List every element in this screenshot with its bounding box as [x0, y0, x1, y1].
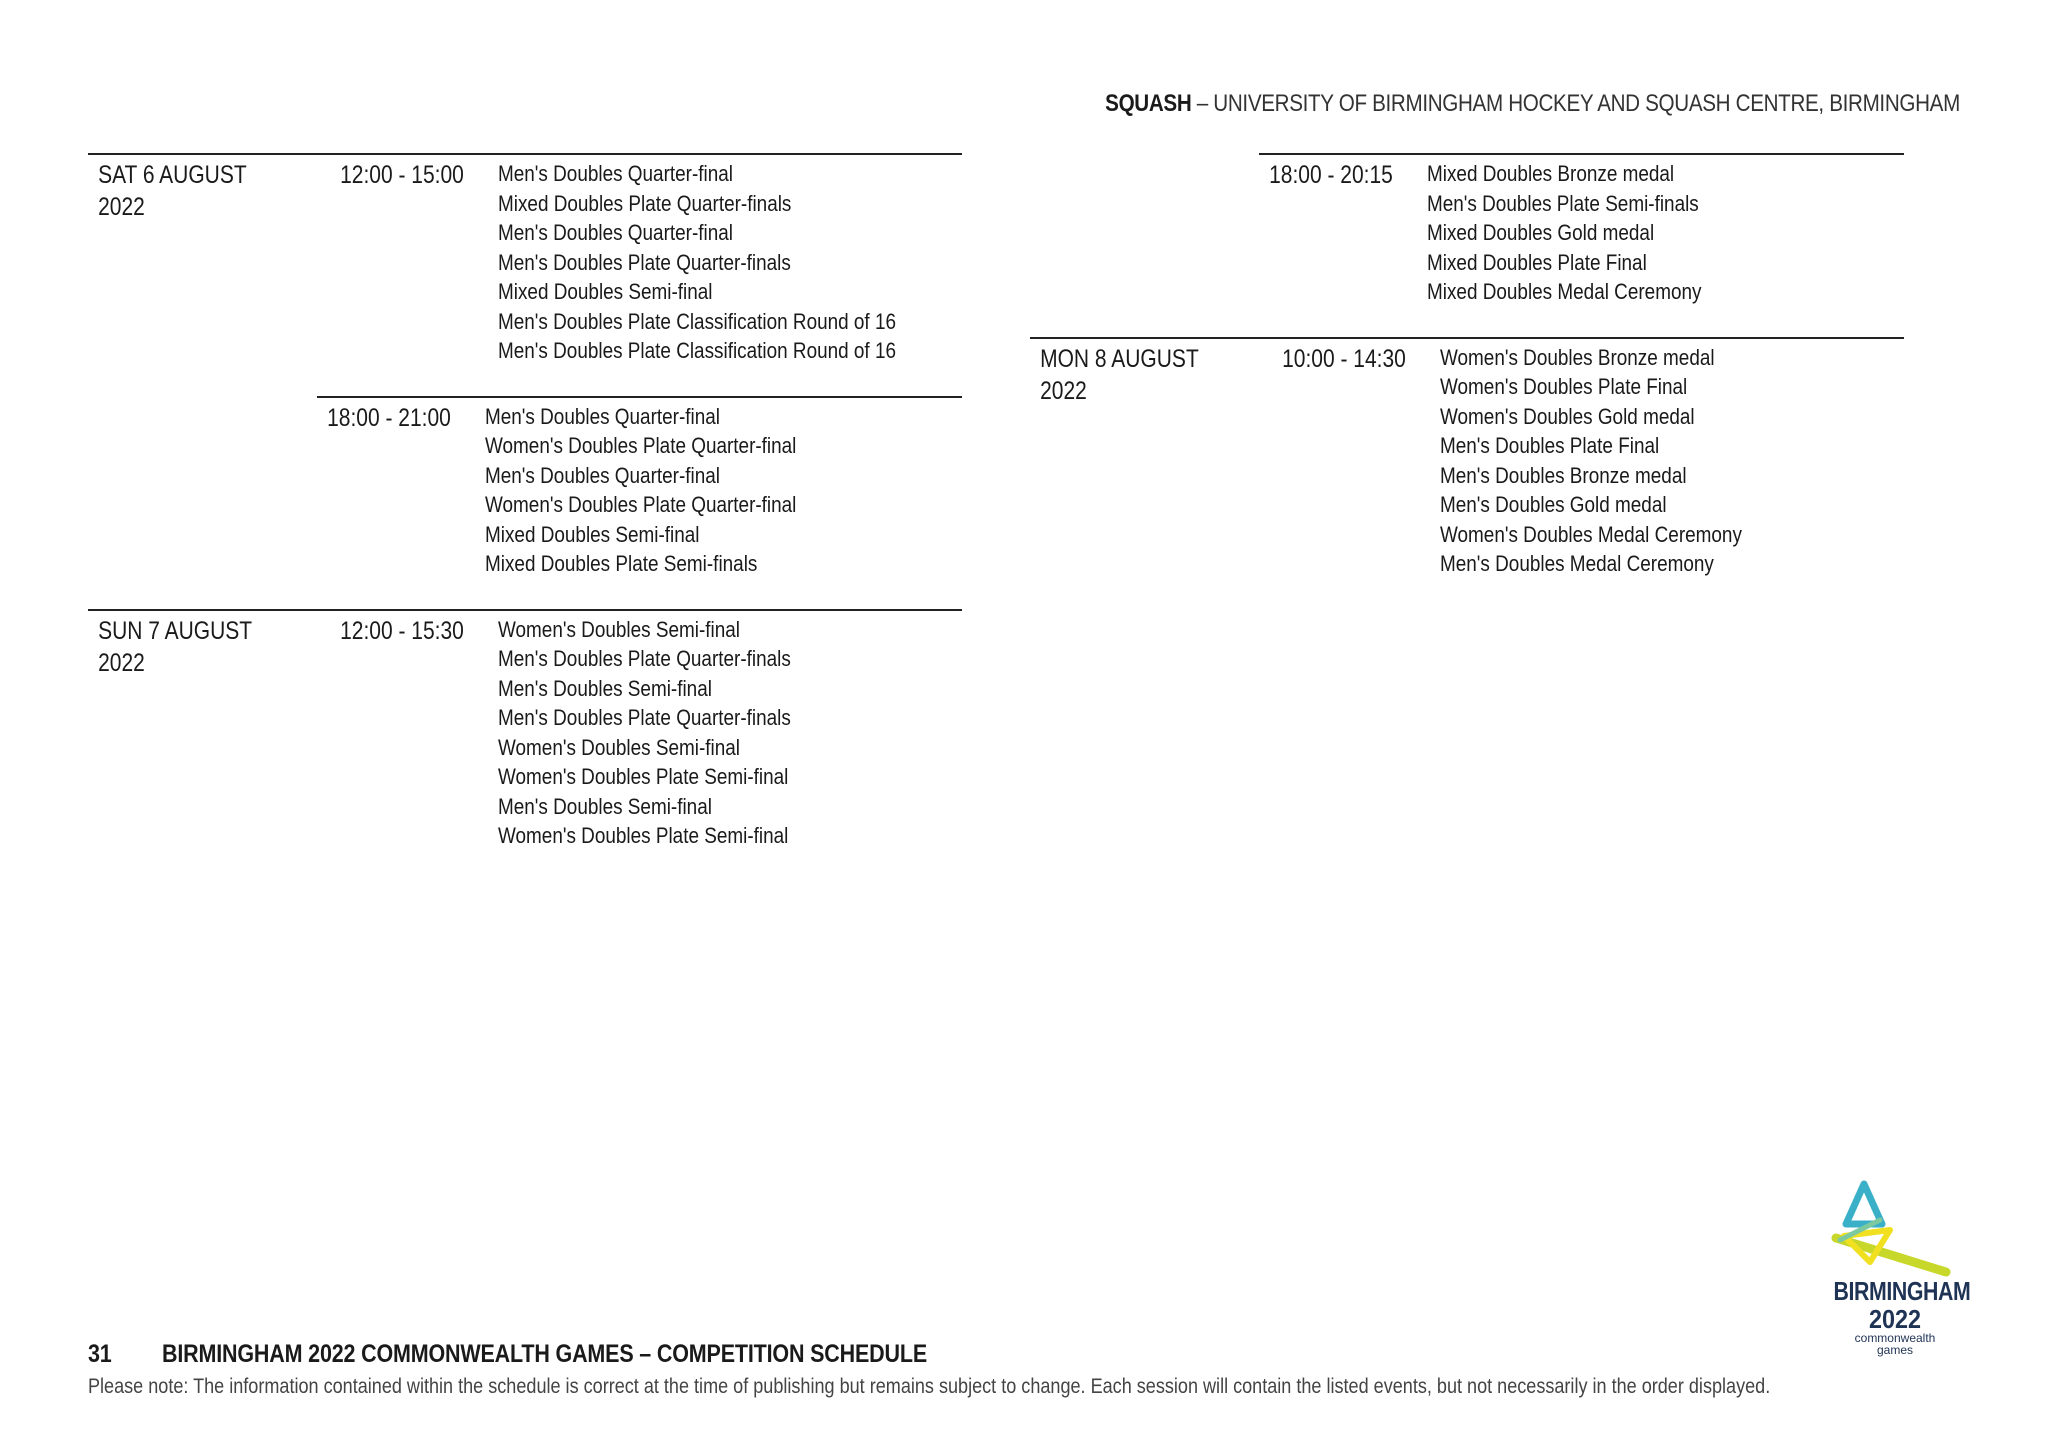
event-list: [1423, 159, 1904, 307]
logo-city: BIRMINGHAM: [1833, 1276, 1971, 1306]
session-time: 18:00 - 20:15: [1269, 161, 1393, 189]
page-footer: [88, 1340, 1888, 1399]
logo-mark-icon: [1820, 1180, 1970, 1280]
event-item: Mixed Doubles Semi-final: [498, 279, 713, 304]
footer-title: [88, 1340, 1636, 1369]
event-item: Men's Doubles Quarter-final: [485, 403, 720, 429]
event-item: Men's Doubles Plate Final: [1440, 433, 1660, 458]
session-row: [88, 153, 962, 366]
event-item: Women's Doubles Semi-final: [498, 734, 740, 760]
event-item: Men's Doubles Plate Quarter-finals: [498, 705, 791, 730]
event-item: Mixed Doubles Medal Ceremony: [1427, 279, 1702, 304]
session-row: [1030, 337, 1904, 579]
event-item: Men's Doubles Quarter-final: [498, 161, 733, 186]
event-list: [494, 615, 962, 851]
event-item: Men's Doubles Plate Classification Round of 16: [498, 308, 897, 334]
event-item: Men's Doubles Plate Classification Round of 16: [498, 338, 897, 363]
event-item: Women's Doubles Plate Semi-final: [498, 764, 789, 789]
event-item: Men's Doubles Plate Quarter-finals: [498, 249, 791, 275]
session-date: SUN 7 AUGUST 2022: [98, 616, 252, 677]
event-item: Women's Doubles Plate Final: [1440, 374, 1688, 399]
document-title: BIRMINGHAM 2022 COMMONWEALTH GAMES – COMPETITION SCHEDULE: [161, 1340, 927, 1368]
schedule-right-column: [1030, 153, 1904, 579]
event-item: Women's Doubles Plate Quarter-final: [485, 492, 797, 517]
page-header: [1105, 90, 1960, 118]
event-list: [481, 402, 962, 579]
day-block: [88, 609, 962, 851]
session-time: 10:00 - 14:30: [1282, 344, 1406, 373]
event-item: Men's Doubles Semi-final: [498, 675, 712, 701]
event-item: Men's Doubles Quarter-final: [485, 462, 720, 488]
birmingham-2022-logo: [1820, 1180, 1970, 1360]
event-item: Men's Doubles Bronze medal: [1440, 462, 1687, 488]
event-item: Men's Doubles Plate Quarter-finals: [498, 646, 791, 671]
event-item: Men's Doubles Medal Ceremony: [1440, 551, 1714, 576]
venue-title: – UNIVERSITY OF BIRMINGHAM HOCKEY AND SQUASH CENTRE, BIRMINGHAM: [1191, 90, 1960, 117]
page-number: 31: [88, 1340, 112, 1368]
session-row: [1259, 153, 1904, 307]
event-item: Mixed Doubles Plate Quarter-finals: [498, 190, 792, 216]
event-item: Mixed Doubles Semi-final: [485, 521, 700, 547]
logo-cg-line1: commonwealth: [1854, 1331, 1936, 1345]
session-time: 12:00 - 15:00: [340, 161, 464, 189]
event-item: Women's Doubles Gold medal: [1440, 403, 1695, 429]
event-item: Mixed Doubles Bronze medal: [1427, 161, 1675, 186]
event-item: Women's Doubles Semi-final: [498, 616, 740, 642]
schedule-left-column: [88, 153, 962, 851]
logo-cg-line2: games: [1876, 1343, 1914, 1357]
event-item: Men's Doubles Quarter-final: [498, 220, 733, 245]
session-date: MON 8 AUGUST 2022: [1040, 344, 1199, 405]
day-block: [88, 153, 962, 579]
event-item: Women's Doubles Plate Quarter-final: [485, 433, 797, 458]
event-item: Men's Doubles Semi-final: [498, 793, 712, 819]
session-date: SAT 6 AUGUST 2022: [98, 161, 247, 221]
event-item: Women's Doubles Bronze medal: [1440, 344, 1715, 370]
session-time: 12:00 - 15:30: [340, 616, 464, 645]
disclaimer-note: Please note: The information contained within the schedule is correct at the time of publishing but remains subject to change. Each session will contain the listed events, but not necessarily in the order displayed.: [88, 1375, 1771, 1398]
day-block: [1030, 337, 1904, 579]
event-list: [494, 159, 962, 366]
logo-year: 2022: [1868, 1304, 1922, 1334]
event-item: Men's Doubles Gold medal: [1440, 492, 1667, 517]
event-item: Mixed Doubles Gold medal: [1427, 220, 1655, 245]
session-row: [317, 396, 962, 579]
sport-title: SQUASH: [1105, 90, 1192, 117]
event-item: Women's Doubles Plate Semi-final: [498, 823, 789, 848]
event-item: Women's Doubles Medal Ceremony: [1440, 521, 1742, 547]
session-time: 18:00 - 21:00: [327, 403, 451, 432]
event-item: Mixed Doubles Plate Semi-finals: [485, 551, 758, 576]
session-row: [88, 609, 962, 851]
event-list: [1436, 343, 1904, 579]
day-block: [1030, 153, 1904, 307]
event-item: Men's Doubles Plate Semi-finals: [1427, 190, 1699, 216]
event-item: Mixed Doubles Plate Final: [1427, 249, 1647, 275]
